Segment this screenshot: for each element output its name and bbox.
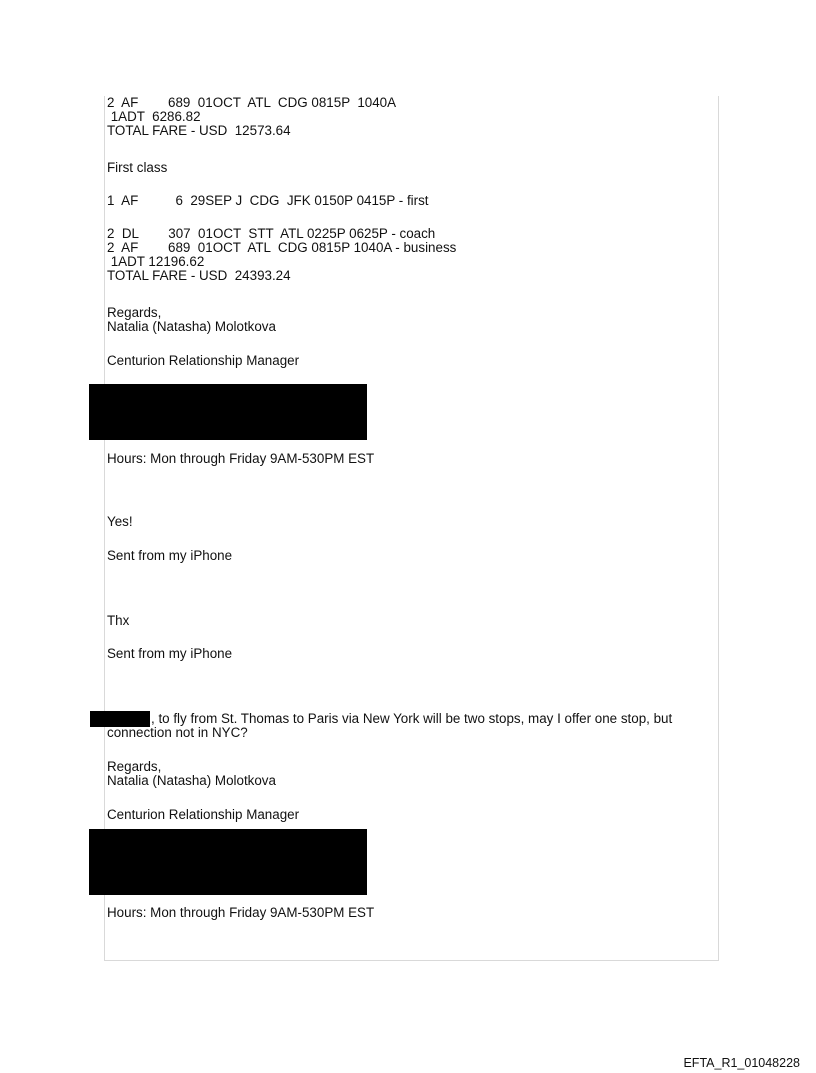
first-class-heading: First class	[107, 160, 168, 175]
signature-name: Natalia (Natasha) Molotkova	[107, 319, 276, 334]
signature-hours: Hours: Mon through Friday 9AM-530PM EST	[107, 451, 375, 466]
total-fare-line: TOTAL FARE - USD 24393.24	[107, 268, 291, 283]
message-line: , to fly from St. Thomas to Paris via New York will be two stops, may I offer one stop, but	[151, 711, 673, 726]
signature-regards: Regards,	[107, 759, 162, 774]
signature-name: Natalia (Natasha) Molotkova	[107, 773, 276, 788]
sent-from-line: Sent from my iPhone	[107, 646, 233, 661]
reply-text: Yes!	[107, 514, 133, 529]
fare-segment-line: 1 AF 6 29SEP J CDG JFK 0150P 0415P - first	[107, 193, 429, 208]
message-line: connection not in NYC?	[107, 725, 248, 740]
signature-regards: Regards,	[107, 305, 162, 320]
signature-title: Centurion Relationship Manager	[107, 353, 300, 368]
sent-from-line: Sent from my iPhone	[107, 548, 233, 563]
fare-segment-line: 2 DL 307 01OCT STT ATL 0225P 0625P - coach	[107, 226, 436, 241]
passenger-fare-line: 1ADT 6286.82	[107, 109, 201, 124]
signature-title: Centurion Relationship Manager	[107, 807, 300, 822]
signature-hours: Hours: Mon through Friday 9AM-530PM EST	[107, 905, 375, 920]
total-fare-line: TOTAL FARE - USD 12573.64	[107, 123, 291, 138]
reply-text: Thx	[107, 613, 130, 628]
document-id: EFTA_R1_01048228	[683, 1056, 800, 1070]
redaction-block	[89, 829, 367, 895]
passenger-fare-line: 1ADT 12196.62	[107, 254, 205, 269]
fare-segment-line: 2 AF 689 01OCT ATL CDG 0815P 1040A - business	[107, 240, 457, 255]
fare-segment-line: 2 AF 689 01OCT ATL CDG 0815P 1040A	[107, 95, 397, 110]
redaction-block	[89, 384, 367, 440]
